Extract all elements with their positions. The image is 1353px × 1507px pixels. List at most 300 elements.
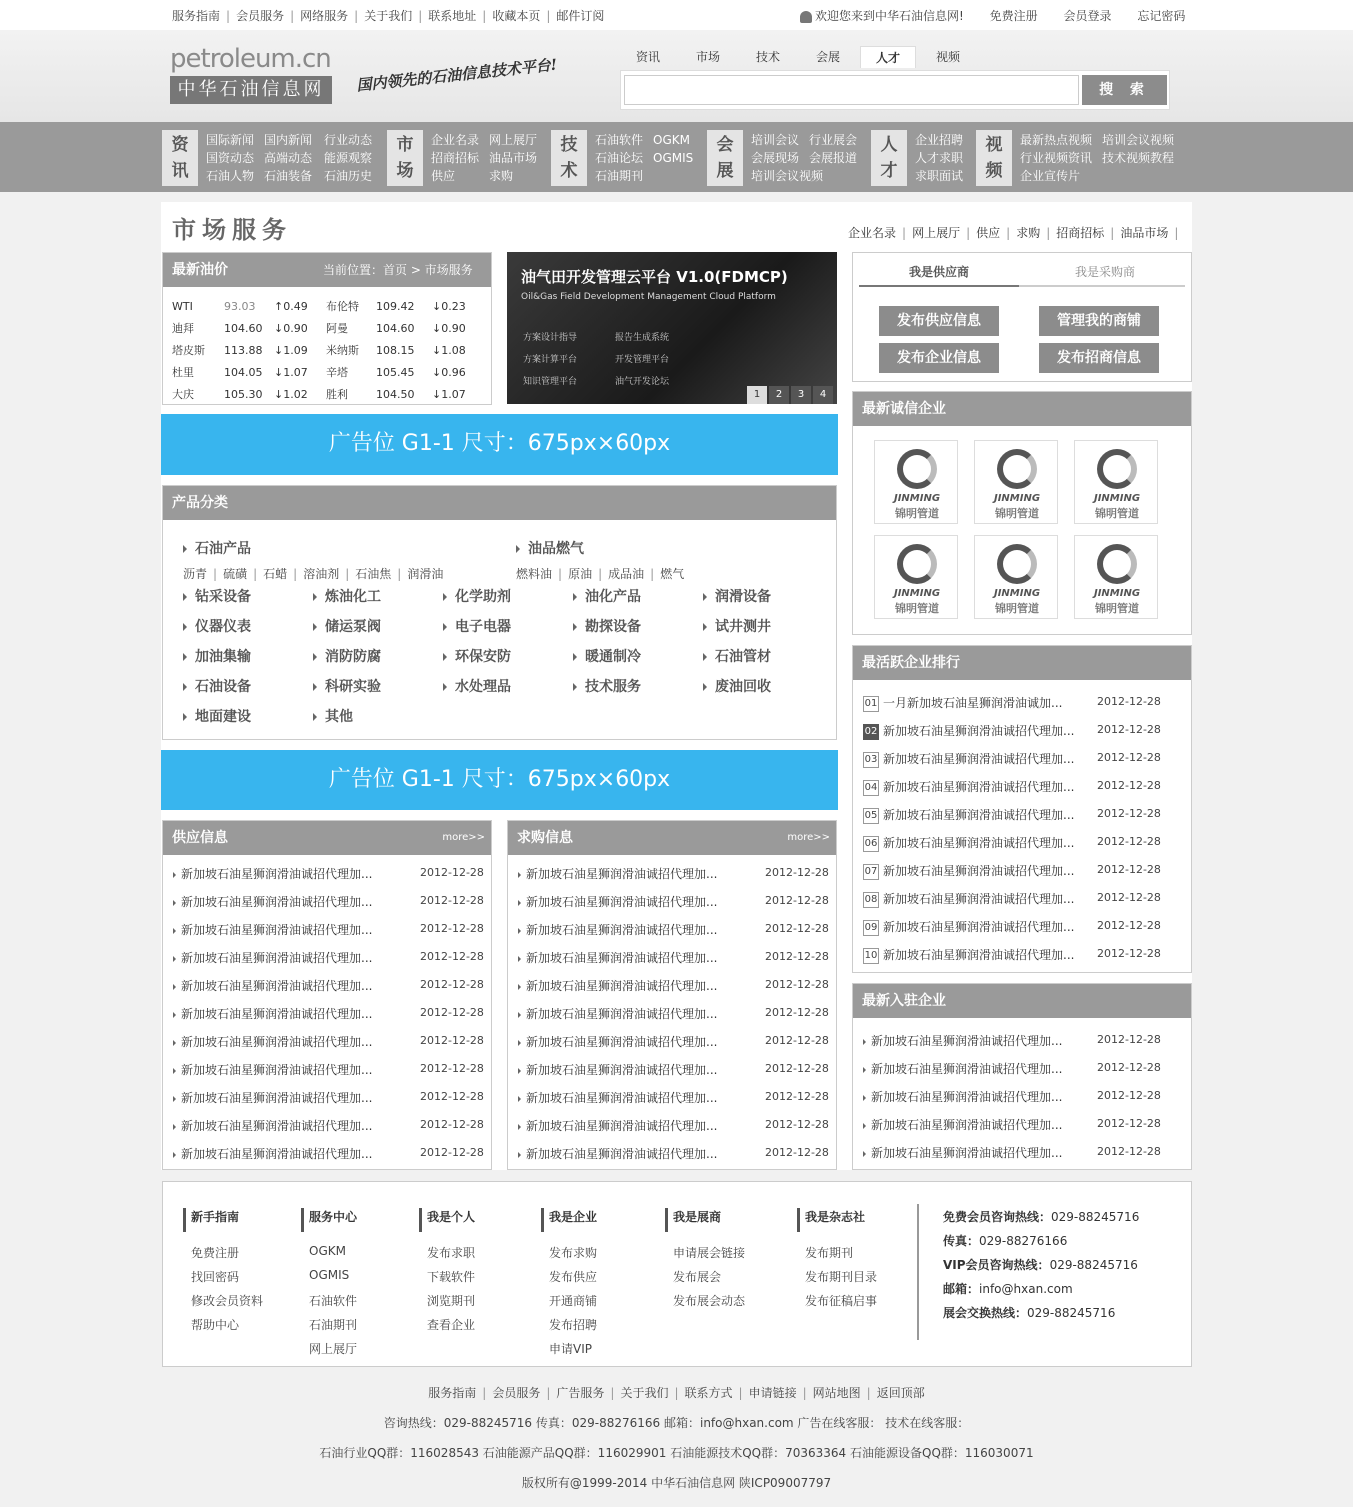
product-category-label: 废油回收 [715, 679, 771, 695]
product-category[interactable] [313, 706, 353, 726]
rank-item-date: 2012-12-28 [1097, 723, 1161, 736]
list-item[interactable] [863, 1060, 1062, 1077]
product-category[interactable] [573, 586, 641, 606]
nav-item[interactable]: 国资动态 [206, 151, 255, 165]
nav-item[interactable]: 石油历史 [324, 169, 373, 183]
nav-label-char: 频 [985, 161, 1003, 181]
top-link[interactable]: 收藏本页 [492, 9, 541, 23]
arrow-icon [516, 545, 520, 553]
product-category-label: 技术服务 [585, 679, 641, 695]
product-subcategory[interactable]: 燃气 [660, 567, 685, 581]
nav-item[interactable]: 石油装备 [264, 169, 313, 183]
banner-page-button[interactable]: 2 [769, 386, 789, 404]
list-item[interactable] [863, 1116, 1062, 1133]
oil-row [172, 317, 482, 339]
manage-shop-button[interactable]: 管理我的商铺 [1039, 306, 1159, 336]
banner-item: 油气开发论坛 [615, 377, 670, 387]
credit-title: 最新诚信企业 [853, 392, 1191, 426]
oil-cell: 108.15 [376, 343, 415, 357]
tab-buyer[interactable]: 我是采购商 [1074, 265, 1135, 279]
product-category[interactable] [313, 616, 381, 636]
footer-link[interactable]: 发布期刊 [805, 1246, 854, 1260]
rank-item[interactable] [863, 862, 1074, 880]
nav-item[interactable]: 求购 [489, 169, 514, 183]
nav-item[interactable]: OGMIS [653, 151, 694, 165]
top-sep: | [418, 9, 423, 23]
list-item[interactable] [173, 865, 372, 882]
product-category-label: 化学助剂 [455, 589, 511, 605]
product-category[interactable] [313, 586, 381, 606]
footer-link[interactable]: 石油期刊 [309, 1318, 358, 1332]
ad-banner-1[interactable]: 广告位 G1-1 尺寸：675px×60px [161, 414, 838, 475]
nav-item[interactable]: 人才求职 [915, 151, 964, 165]
oil-cell: 93.03 [224, 299, 256, 313]
rank-item[interactable] [863, 778, 1074, 796]
arrow-icon [703, 623, 707, 631]
list-item-date: 2012-12-28 [420, 894, 484, 907]
bottom-sep: | [866, 1386, 871, 1400]
product-category[interactable] [516, 538, 584, 558]
login-link[interactable]: 会员登录 [1063, 9, 1112, 23]
tab-supplier[interactable]: 我是供应商 [859, 261, 1019, 287]
product-subcategory[interactable]: 溶油剂 [303, 567, 340, 581]
footer-link[interactable]: 找回密码 [191, 1270, 240, 1284]
bullet-icon [173, 1012, 176, 1018]
oil-cell: 迪拜 [172, 322, 194, 335]
product-category[interactable] [573, 646, 641, 666]
footer-contact [943, 1304, 1115, 1321]
nav-item[interactable]: 求职面试 [915, 169, 964, 183]
rank-item-date: 2012-12-28 [1097, 835, 1161, 848]
rank-item-date: 2012-12-28 [1097, 947, 1161, 960]
nav-item[interactable]: 能源观察 [324, 151, 373, 165]
list-item[interactable] [518, 977, 717, 994]
footer-link[interactable]: 发布征稿启事 [805, 1294, 878, 1308]
rank-item[interactable] [863, 722, 1074, 740]
list-item[interactable] [518, 865, 717, 882]
promo-banner[interactable] [507, 252, 837, 404]
page-link[interactable]: 网上展厅 [912, 226, 961, 240]
bullet-icon [518, 928, 521, 934]
list-item-title: 新加坡石油星狮润滑油诚招代理加... [871, 1062, 1063, 1076]
product-category-label: 石油管材 [715, 649, 771, 665]
oil-cell: ↓0.96 [432, 365, 466, 379]
bullet-icon [173, 984, 176, 990]
logo-cn-text: 锦明管道 [995, 507, 1039, 520]
user-icon [800, 11, 812, 23]
top-link[interactable]: 联系地址 [428, 9, 477, 23]
top-link[interactable]: 会员服务 [236, 9, 285, 23]
nav-item[interactable]: 会展现场 [751, 151, 800, 165]
product-category[interactable] [573, 616, 641, 636]
list-item[interactable] [173, 1145, 372, 1162]
nav-item[interactable]: 供应 [431, 169, 456, 183]
product-category-label: 润滑设备 [715, 589, 771, 605]
list-item-title: 新加坡石油星狮润滑油诚招代理加... [871, 1090, 1063, 1104]
company-logo[interactable] [1074, 535, 1158, 619]
list-item[interactable] [173, 977, 372, 994]
bullet-icon [863, 1067, 866, 1073]
company-logo[interactable] [1074, 440, 1158, 524]
product-subcategory[interactable]: 燃料油 [516, 567, 553, 581]
top-links [172, 7, 604, 24]
footer-link[interactable]: 申请展会链接 [673, 1246, 746, 1260]
product-category[interactable] [183, 706, 251, 726]
bullet-icon [863, 1095, 866, 1101]
footer-link[interactable]: 免费注册 [191, 1246, 240, 1260]
list-item-title: 新加坡石油星狮润滑油诚招代理加... [526, 1063, 718, 1077]
arrow-icon [573, 593, 577, 601]
search-tab[interactable]: 会展 [815, 50, 840, 64]
rank-item[interactable] [863, 750, 1074, 768]
nav-group-label[interactable] [871, 130, 907, 186]
footer-column [191, 1208, 263, 1340]
product-subcategory[interactable]: 润滑油 [407, 567, 444, 581]
product-subcategory[interactable]: 沥青 [183, 567, 208, 581]
nav-item[interactable]: 企业招聘 [915, 133, 964, 147]
list-item-date: 2012-12-28 [765, 950, 829, 963]
bullet-icon [518, 1152, 521, 1158]
banner-page-button[interactable]: 4 [813, 386, 833, 404]
nav-group-label[interactable] [387, 130, 423, 186]
product-subcategory[interactable]: 成品油 [608, 567, 645, 581]
rank-item[interactable] [863, 890, 1074, 908]
product-category[interactable] [183, 676, 251, 696]
list-item-title: 新加坡石油星狮润滑油诚招代理加... [181, 895, 373, 909]
nav-label-char: 展 [716, 161, 734, 181]
bottom-link[interactable]: 关于我们 [620, 1386, 669, 1400]
logo-en[interactable]: petroleum.cn [170, 44, 331, 74]
footer-link[interactable]: 发布期刊目录 [805, 1270, 878, 1284]
footer-column [673, 1208, 745, 1316]
page-sep: | [1006, 226, 1011, 240]
bottom-link[interactable]: 联系方式 [684, 1386, 733, 1400]
bullet-icon [518, 984, 521, 990]
search-tab[interactable]: 资讯 [635, 50, 660, 64]
product-category[interactable] [443, 676, 511, 696]
banner-page-button[interactable]: 1 [747, 386, 767, 404]
logo-text: JINMING [993, 588, 1041, 599]
oil-cell: ↓0.23 [432, 299, 466, 313]
search-input[interactable] [624, 75, 1079, 105]
arrow-icon [183, 653, 187, 661]
rank-item[interactable] [863, 946, 1074, 964]
list-item-date: 2012-12-28 [1097, 1117, 1161, 1130]
oil-cell: WTI [172, 299, 193, 313]
oil-cell: ↓1.07 [274, 365, 308, 379]
nav-item[interactable]: 网上展厅 [489, 133, 538, 147]
footer-link[interactable]: OGKM [309, 1244, 346, 1258]
forgot-link[interactable]: 忘记密码 [1137, 9, 1186, 23]
list-item[interactable] [518, 1089, 717, 1106]
product-subcategory[interactable]: 石蜡 [263, 567, 288, 581]
footer-link[interactable]: 帮助中心 [191, 1318, 240, 1332]
nav-group-label[interactable] [707, 130, 743, 186]
bottom-link[interactable]: 返回顶部 [876, 1386, 925, 1400]
list-item[interactable] [518, 1033, 717, 1050]
list-item-title: 新加坡石油星狮润滑油诚招代理加... [526, 1147, 718, 1161]
list-item-date: 2012-12-28 [765, 1146, 829, 1159]
nav-item[interactable]: 国际新闻 [206, 133, 255, 147]
list-item-title: 新加坡石油星狮润滑油诚招代理加... [526, 923, 718, 937]
rank-item[interactable] [863, 806, 1074, 824]
oil-row [172, 295, 482, 317]
search-tab[interactable]: 人才 [860, 46, 916, 68]
nav-item[interactable]: 油品市场 [489, 151, 538, 165]
product-category[interactable] [703, 646, 771, 666]
footer-link[interactable]: 查看企业 [427, 1318, 476, 1332]
footer-link[interactable]: 浏览期刊 [427, 1294, 476, 1308]
publish-supply-button[interactable]: 发布供应信息 [879, 306, 999, 336]
seller-tabs [859, 261, 1185, 287]
nav-label-char: 视 [985, 135, 1003, 155]
rank-item[interactable] [863, 918, 1074, 936]
list-item-title: 新加坡石油星狮润滑油诚招代理加... [871, 1118, 1063, 1132]
top-link[interactable]: 服务指南 [172, 9, 221, 23]
nav-group-label[interactable] [976, 130, 1012, 186]
product-category[interactable] [183, 616, 251, 636]
nav-group-label[interactable] [162, 130, 198, 186]
nav-item[interactable]: OGKM [653, 133, 690, 147]
list-item[interactable] [173, 1117, 372, 1134]
list-item[interactable] [173, 1061, 372, 1078]
footer-link[interactable]: 石油软件 [309, 1294, 358, 1308]
list-item[interactable] [173, 1033, 372, 1050]
product-category-label: 其他 [325, 709, 353, 725]
bullet-icon [518, 1040, 521, 1046]
search-button[interactable]: 搜 索 [1082, 75, 1167, 105]
nav-item[interactable]: 企业名录 [431, 133, 480, 147]
nav-label-char: 讯 [171, 161, 189, 181]
list-item[interactable] [518, 1005, 717, 1022]
nav-item[interactable]: 会展报道 [809, 151, 858, 165]
top-sep: | [354, 9, 359, 23]
product-subcategory[interactable]: 石油焦 [355, 567, 392, 581]
demand-more-link[interactable]: more>> [787, 832, 830, 843]
footer-contact-label: 免费会员咨询热线： [943, 1210, 1052, 1224]
product-subcategory[interactable]: 原油 [568, 567, 593, 581]
footer-contact-label: VIP会员咨询热线： [943, 1258, 1050, 1272]
seller-panel [852, 252, 1192, 382]
footer-link[interactable]: 发布供应 [549, 1270, 598, 1284]
bottom-sep: | [802, 1386, 807, 1400]
nav-item[interactable]: 行业动态 [324, 133, 373, 147]
top-sep: | [546, 9, 551, 23]
footer-link[interactable]: 申请VIP [549, 1342, 592, 1356]
product-category[interactable] [443, 616, 511, 636]
sub-sep: | [397, 567, 402, 581]
oil-cell: 105.30 [224, 387, 263, 401]
top-link[interactable]: 网络服务 [300, 9, 349, 23]
bottom-link[interactable]: 申请链接 [748, 1386, 797, 1400]
nav-item[interactable]: 石油论坛 [595, 151, 644, 165]
product-category-label: 暖通制冷 [585, 649, 641, 665]
product-category[interactable] [703, 676, 771, 696]
rank-item[interactable] [863, 694, 1062, 712]
list-item[interactable] [173, 949, 372, 966]
nav-item[interactable]: 培训会议 [751, 133, 800, 147]
list-item[interactable] [173, 893, 372, 910]
banner-page-button[interactable]: 3 [791, 386, 811, 404]
product-category[interactable] [313, 676, 381, 696]
oil-cell: 米纳斯 [326, 344, 359, 357]
bullet-icon [173, 928, 176, 934]
nav-item[interactable]: 培训会议视频 [751, 169, 824, 183]
footer-link[interactable]: 发布展会 [673, 1270, 722, 1284]
nav-item[interactable]: 行业视频资讯 [1020, 151, 1093, 165]
bottom-link[interactable]: 会员服务 [492, 1386, 541, 1400]
footer-link[interactable]: OGMIS [309, 1268, 350, 1282]
list-item-title: 新加坡石油星狮润滑油诚招代理加... [526, 951, 718, 965]
nav-item[interactable]: 最新热点视频 [1020, 133, 1093, 147]
sub-sep: | [293, 567, 298, 581]
product-category-panel [162, 485, 837, 740]
list-item[interactable] [863, 1032, 1062, 1049]
footer-link[interactable]: 开通商铺 [549, 1294, 598, 1308]
page-link[interactable]: 企业名录 [848, 226, 897, 240]
oil-cell: ↓1.07 [432, 387, 466, 401]
product-category[interactable] [443, 586, 511, 606]
rank-item-title: 新加坡石油星狮润滑油诚招代理加... [883, 892, 1075, 906]
rank-number: 07 [863, 864, 879, 880]
list-item[interactable] [518, 949, 717, 966]
top-link[interactable]: 邮件订阅 [556, 9, 605, 23]
nav-item[interactable]: 石油软件 [595, 133, 644, 147]
supply-more-link[interactable]: more>> [442, 832, 485, 843]
oil-row [172, 339, 482, 361]
product-category[interactable] [183, 538, 251, 558]
product-category[interactable] [573, 676, 641, 696]
product-category[interactable] [183, 586, 251, 606]
product-category[interactable] [313, 646, 381, 666]
nav-item[interactable]: 培训会议视频 [1102, 133, 1175, 147]
bullet-icon [173, 1040, 176, 1046]
product-category[interactable] [703, 586, 771, 606]
logo-cn-text: 锦明管道 [995, 602, 1039, 615]
list-item-date: 2012-12-28 [765, 922, 829, 935]
jinming-logo-icon [897, 449, 937, 489]
bottom-link[interactable]: 网站地图 [812, 1386, 861, 1400]
sub-sep: | [598, 567, 603, 581]
sub-sep: | [213, 567, 218, 581]
list-item[interactable] [518, 1145, 717, 1162]
nav-label-char: 才 [880, 161, 898, 181]
credit-panel [852, 391, 1192, 635]
page-link[interactable]: 招商招标 [1056, 226, 1105, 240]
nav-label-char: 技 [560, 135, 578, 155]
nav-item[interactable]: 行业展会 [809, 133, 858, 147]
footer-contact-label: 传真： [943, 1234, 980, 1248]
bottom-link[interactable]: 服务指南 [428, 1386, 477, 1400]
product-subcategory[interactable]: 硫磺 [223, 567, 248, 581]
oil-price-table [172, 295, 482, 405]
product-category-label: 勘探设备 [585, 619, 641, 635]
sub-sep: | [650, 567, 655, 581]
oil-cell: 109.42 [376, 299, 415, 313]
list-item[interactable] [173, 1005, 372, 1022]
search-tab[interactable]: 技术 [755, 50, 780, 64]
list-item[interactable] [518, 1117, 717, 1134]
page-sep: | [902, 226, 907, 240]
search-tab[interactable]: 市场 [695, 50, 720, 64]
rank-item-title: 新加坡石油星狮润滑油诚招代理加... [883, 920, 1075, 934]
rank-item[interactable] [863, 834, 1074, 852]
nav-item[interactable]: 技术视频教程 [1102, 151, 1175, 165]
list-item-title: 新加坡石油星狮润滑油诚招代理加... [181, 979, 373, 993]
page-link[interactable]: 求购 [1016, 226, 1041, 240]
company-logo[interactable] [874, 440, 958, 524]
list-item[interactable] [518, 921, 717, 938]
list-item-date: 2012-12-28 [420, 1090, 484, 1103]
oil-cell: 105.45 [376, 365, 415, 379]
company-logo[interactable] [974, 440, 1058, 524]
ad-banner-2[interactable]: 广告位 G1-1 尺寸：675px×60px [161, 750, 838, 810]
nav-group-label[interactable] [551, 130, 587, 186]
company-logo[interactable] [874, 535, 958, 619]
nav-item[interactable]: 石油期刊 [595, 169, 644, 183]
list-item[interactable] [518, 893, 717, 910]
nav-item[interactable]: 企业宣传片 [1020, 169, 1081, 183]
product-category-label: 加油集输 [195, 649, 251, 665]
register-link[interactable]: 免费注册 [989, 9, 1038, 23]
arrow-icon [313, 623, 317, 631]
search-tab[interactable]: 视频 [935, 50, 960, 64]
footer-link[interactable]: 发布招聘 [549, 1318, 598, 1332]
product-category[interactable] [443, 646, 511, 666]
footer-column-title: 我是展商 [665, 1208, 745, 1232]
page-link[interactable]: 供应 [976, 226, 1001, 240]
bullet-icon [518, 1012, 521, 1018]
banner-item: 方案计算平台 [523, 355, 578, 365]
publish-company-button[interactable]: 发布企业信息 [879, 343, 999, 373]
arrow-icon [183, 593, 187, 601]
list-item[interactable] [173, 921, 372, 938]
nav-item[interactable]: 石油人物 [206, 169, 255, 183]
list-item[interactable] [863, 1088, 1062, 1105]
list-item-title: 新加坡石油星狮润滑油诚招代理加... [181, 1091, 373, 1105]
arrow-icon [183, 623, 187, 631]
footer-link[interactable]: 修改会员资料 [191, 1294, 264, 1308]
list-item[interactable] [173, 1089, 372, 1106]
banner-item: 报告生成系统 [615, 333, 670, 343]
nav-item[interactable]: 高端动态 [264, 151, 313, 165]
nav-item[interactable]: 招商招标 [431, 151, 480, 165]
rank-item-title: 新加坡石油星狮润滑油诚招代理加... [883, 864, 1075, 878]
list-item[interactable] [518, 1061, 717, 1078]
footer-link[interactable]: 发布求职 [427, 1246, 476, 1260]
publish-invest-button[interactable]: 发布招商信息 [1039, 343, 1159, 373]
footer-link[interactable]: 发布求购 [549, 1246, 598, 1260]
rank-number: 03 [863, 752, 879, 768]
product-category[interactable] [183, 646, 251, 666]
bullet-icon [173, 1124, 176, 1130]
footer-link[interactable]: 发布展会动态 [673, 1294, 746, 1308]
product-category[interactable] [703, 616, 771, 636]
rank-number: 01 [863, 696, 879, 712]
bottom-link[interactable]: 广告服务 [556, 1386, 605, 1400]
list-item-date: 2012-12-28 [765, 1090, 829, 1103]
top-link[interactable]: 关于我们 [364, 9, 413, 23]
page-link[interactable]: 油品市场 [1120, 226, 1169, 240]
logo-cn-text: 锦明管道 [895, 602, 939, 615]
nav-item[interactable]: 国内新闻 [264, 133, 313, 147]
arrow-icon [313, 683, 317, 691]
company-logo[interactable] [974, 535, 1058, 619]
list-item[interactable] [863, 1144, 1062, 1161]
footer-link[interactable]: 下载软件 [427, 1270, 476, 1284]
footer-link[interactable]: 网上展厅 [309, 1342, 358, 1356]
logo-cn[interactable]: 中华石油信息网 [170, 76, 332, 104]
